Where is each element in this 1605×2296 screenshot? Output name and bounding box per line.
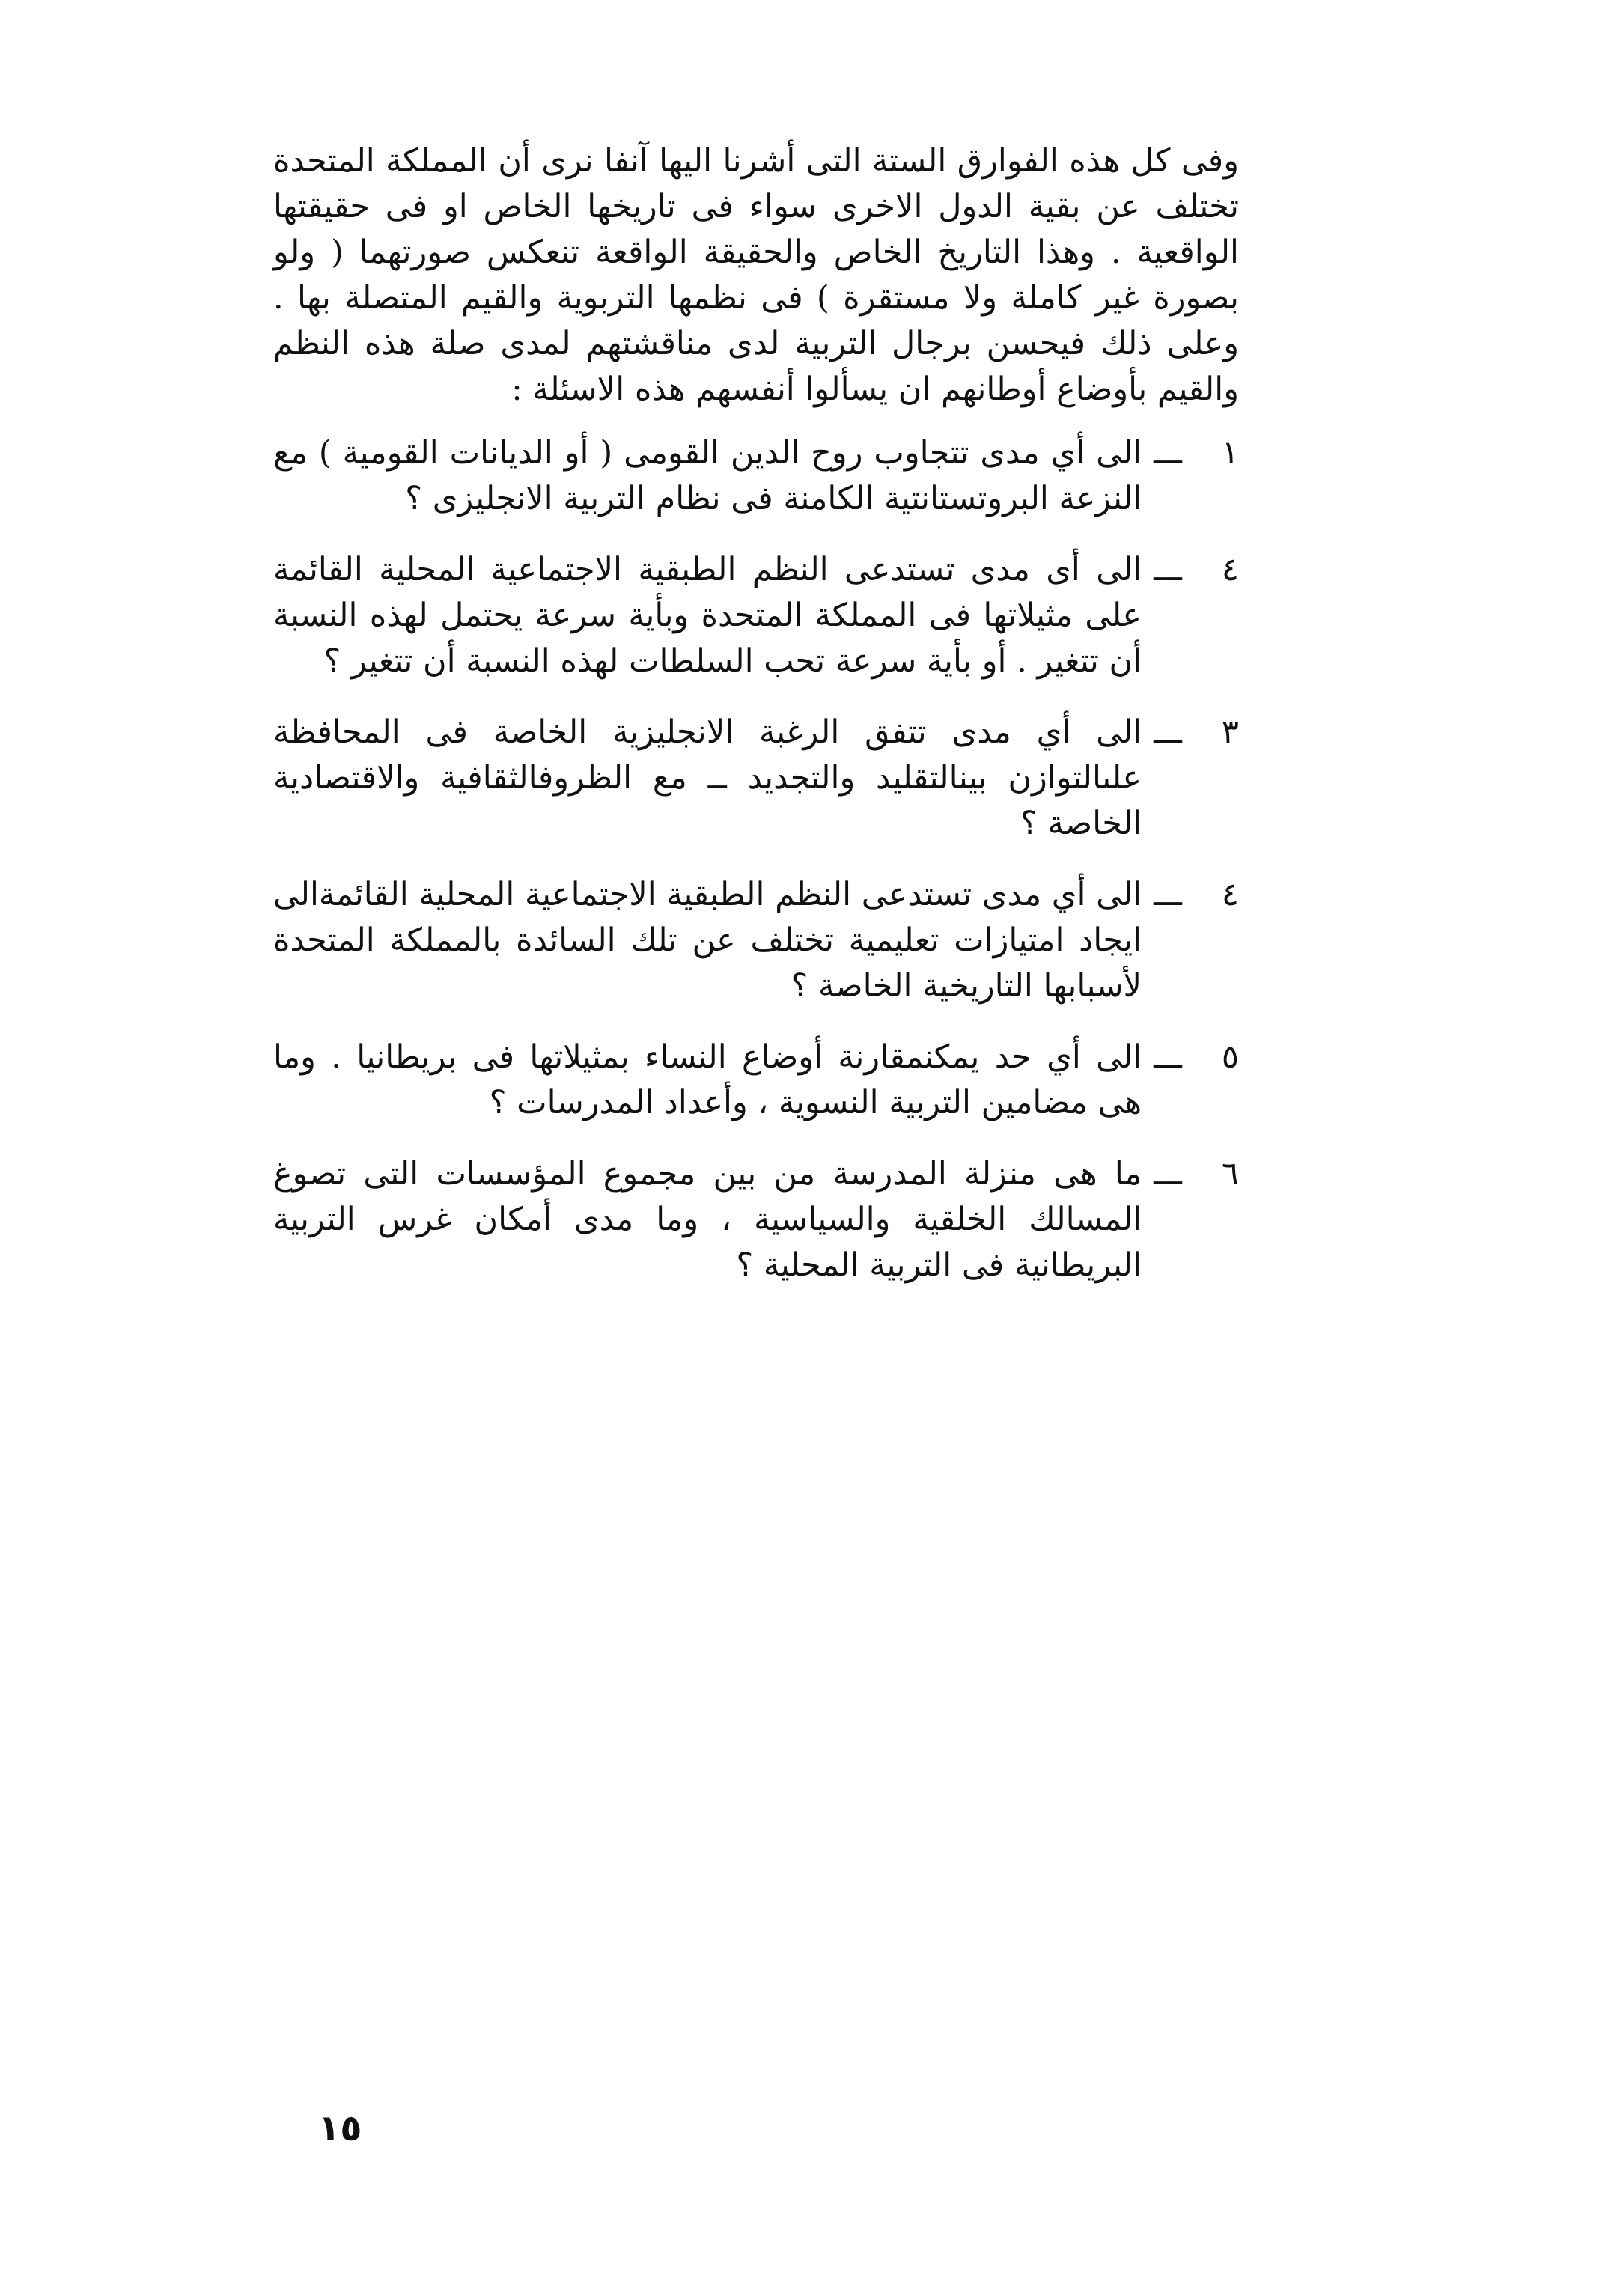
question-item-5 bbox=[273, 1035, 1239, 1126]
question-item-6 bbox=[273, 1151, 1239, 1288]
question-dash: ـــ bbox=[1154, 434, 1182, 472]
question-item-2 bbox=[273, 547, 1239, 684]
question-number: ١ bbox=[1221, 434, 1239, 472]
question-number: ٣ bbox=[1221, 713, 1239, 751]
question-dash: ـــ bbox=[1154, 876, 1182, 913]
question-item-4 bbox=[273, 872, 1239, 1009]
question-text: ما هى منزلة المدرسة من بين مجموع المؤسسات التى تصوغ المسالك الخلقية والسياسية ، وما مدى أمكان غرس التربية البريطانية فى التربية المحلية ؟ bbox=[273, 1155, 1142, 1284]
question-dash: ـــ bbox=[1154, 1038, 1182, 1076]
question-number: ٥ bbox=[1221, 1038, 1239, 1076]
question-dash: ـــ bbox=[1154, 1155, 1182, 1193]
question-dash: ـــ bbox=[1154, 551, 1182, 588]
question-item-1 bbox=[273, 430, 1239, 522]
question-number: ٤ bbox=[1221, 551, 1239, 588]
page-number: ١٥ bbox=[318, 2107, 362, 2149]
question-text: الى أي مدى تتجاوب روح الدين القومى ( أو الديانات القومية ) مع النزعة البروتستانتية الكامنة فى نظام التربية الانجليزى ؟ bbox=[273, 434, 1142, 517]
text-body bbox=[273, 138, 1239, 1314]
question-text: الى أي حد يمكنمقارنة أوضاع النساء بمثيلاتها فى بريطانيا . وما هى مضامين التربية النسوية ، وأعداد المدرسات ؟ bbox=[273, 1038, 1142, 1121]
question-text: الى أي مدى تتفق الرغبة الانجليزية الخاصة فى المحافظة علىالتوازن بينالتقليد والتجديد ــ مع الظروفالثقافية والاقتصادية الخاصة ؟ bbox=[273, 713, 1142, 842]
question-item-3 bbox=[273, 710, 1239, 847]
question-text: الى أي مدى تستدعى النظم الطبقية الاجتماعية المحلية القائمةالى ايجاد امتيازات تعليمية تختلف عن تلك السائدة بالمملكة المتحدة لأسبابها التاريخية الخاصة ؟ bbox=[273, 876, 1142, 1005]
intro-paragraph: وفى كل هذه الفوارق الستة التى أشرنا اليها آنفا نرى أن المملكة المتحدة تختلف عن بقية الدول الاخرى سواء فى تاريخها الخاص او فى حقيقتها الواقعية . وهذا التاريخ الخاص والحقيقة الواقعة تنعكس صورتهما ( ولو بصورة غير كاملة ولا مستقرة ) فى نظمها التربوية والقيم المتصلة بها . وعلى ذلك فيحسن برجال التربية لدى مناقشتهم لمدى صلة هذه النظم والقيم بأوضاع أوطانهم ان يسألوا أنفسهم هذه الاسئلة : bbox=[273, 142, 1239, 408]
question-number: ٦ bbox=[1221, 1155, 1239, 1193]
question-number: ٤ bbox=[1221, 876, 1239, 913]
question-text: الى أى مدى تستدعى النظم الطبقية الاجتماعية المحلية القائمة على مثيلاتها فى المملكة المتحدة وبأية سرعة يحتمل لهذه النسبة أن تتغير . أو بأية سرعة تحب السلطات لهذه النسبة أن تتغير ؟ bbox=[273, 551, 1142, 680]
question-dash: ـــ bbox=[1154, 713, 1182, 751]
